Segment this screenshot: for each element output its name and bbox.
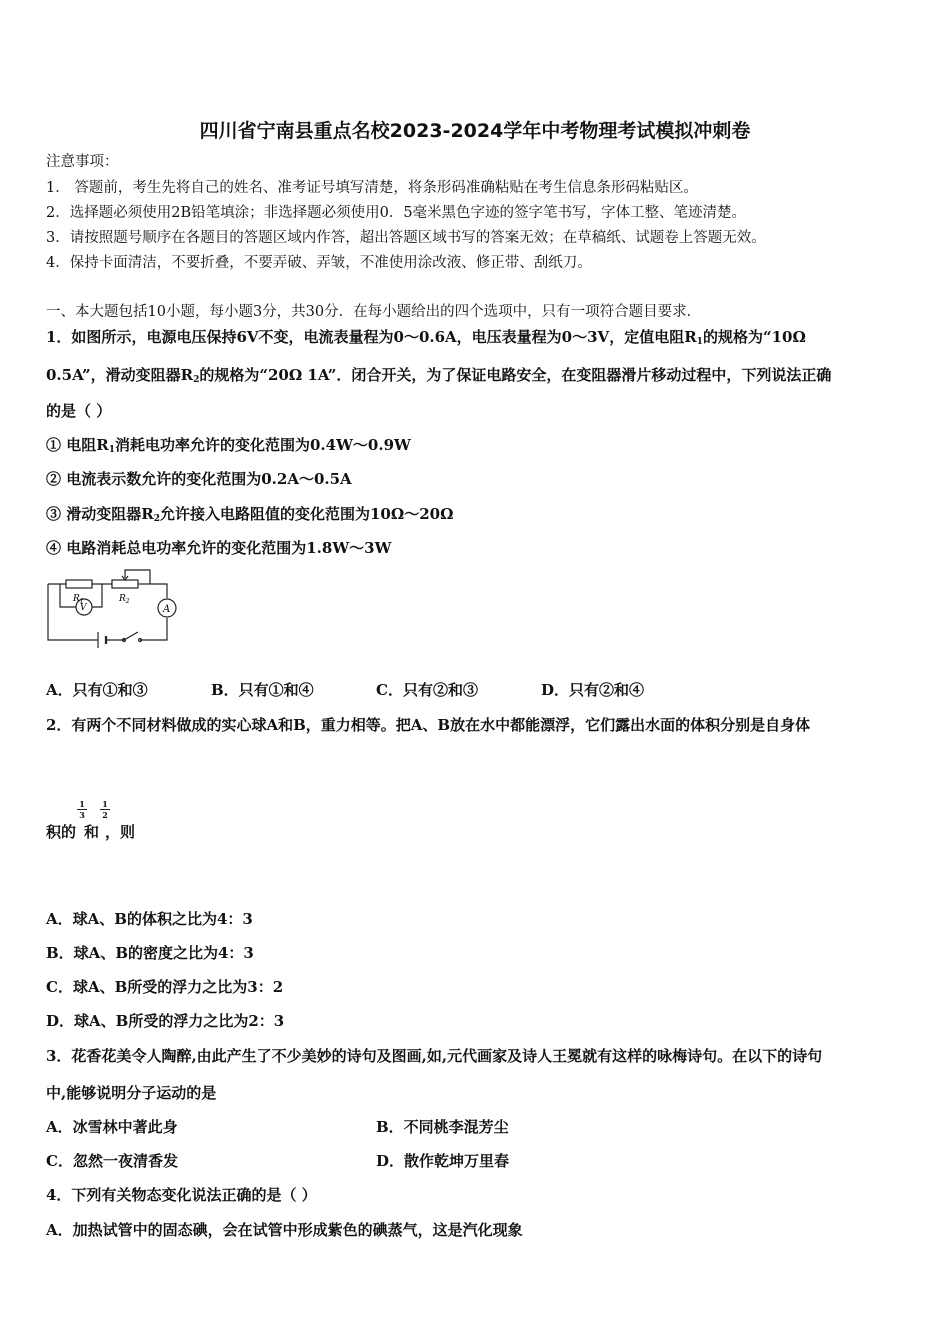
q2-option-c[interactable]: C．球A、B所受的浮力之比为3：2	[46, 978, 284, 996]
q3-line-2: 中,能够说明分子运动的是	[46, 1084, 217, 1102]
q1-statement-3: ③ 滑动变阻器$R_2$允许接入电路阻值的变化范围为10Ω～20Ω	[46, 505, 454, 524]
q3-option-d[interactable]: D．散作乾坤万里春	[376, 1152, 510, 1170]
circuit-diagram	[44, 566, 184, 650]
notice-item-2: 2．选择题必须使用2B铅笔填涂；非选择题必须使用0．5毫米黑色字迹的签字笔书写，字体工整、笔迹清楚。	[46, 205, 747, 221]
q2-option-a[interactable]: A．球A、B的体积之比为4：3	[46, 910, 253, 928]
q4-line-1: 4．下列有关物态变化说法正确的是（ ）	[46, 1186, 317, 1204]
voltmeter-label: V	[80, 603, 87, 613]
q4-option-a[interactable]: A．加热试管中的固态碘，会在试管中形成紫色的碘蒸气，这是汽化现象	[46, 1221, 523, 1239]
q1-line-1: 1．如图所示，电源电压保持6V不变，电流表量程为0～0.6A，电压表量程为0～3V，定值电阻$R_1$的规格为“10Ω	[46, 328, 806, 347]
notice-item-4: 4．保持卡面清洁，不要折叠，不要弄破、弄皱，不准使用涂改液、修正带、刮纸刀。	[46, 255, 592, 271]
q1-option-d[interactable]: D．只有②和④	[541, 681, 645, 699]
q2-line-2: 积的 和 ，则	[46, 823, 136, 841]
ammeter-label: A	[163, 604, 171, 615]
q1-option-a[interactable]: A．只有①和③	[46, 681, 148, 699]
q3-option-a[interactable]: A．冰雪林中著此身	[46, 1118, 178, 1136]
q1-statement-1: ① 电阻$R_1$消耗电功率允许的变化范围为0.4W～0.9W	[46, 436, 411, 455]
q1-statement-2: ② 电流表示数允许的变化范围为0.2A～0.5A	[46, 470, 352, 488]
r2-label: $R_2$	[119, 594, 130, 605]
notice-heading: 注意事项：	[46, 154, 119, 170]
notice-item-1: 1． 答题前，考生先将自己的姓名、准考证号填写清楚，将条形码准确粘贴在考生信息条形码粘贴区。	[46, 180, 698, 196]
q3-line-1: 3．花香花美令人陶醉,由此产生了不少美妙的诗句及图画,如,元代画家及诗人王冕就有这样的咏梅诗句。在以下的诗句	[46, 1047, 823, 1065]
page-title: 四川省宁南县重点名校2023-2024学年中考物理考试模拟冲刺卷	[199, 120, 751, 142]
r1-label: $R_1$	[73, 594, 84, 605]
q1-statement-4: ④ 电路消耗总电功率允许的变化范围为1.8W～3W	[46, 539, 392, 557]
q3-option-c[interactable]: C．忽然一夜清香发	[46, 1152, 178, 1170]
q2-line-1: 2．有两个不同材料做成的实心球A和B，重力相等。把A、B放在水中都能漂浮，它们露出水面的体积分别是自身体	[46, 716, 811, 734]
q3-option-b[interactable]: B．不同桃李混芳尘	[376, 1118, 509, 1136]
section-heading: 一、本大题包括10小题，每小题3分，共30分．在每小题给出的四个选项中，只有一项符合题目要求．	[46, 304, 702, 320]
q2-fraction-2: 1 2	[100, 800, 110, 819]
q2-option-d[interactable]: D．球A、B所受的浮力之比为2：3	[46, 1012, 285, 1030]
q1-line-2: 0.5A”，滑动变阻器$R_2$的规格为“20Ω 1A”．闭合开关，为了保证电路安全，在变阻器滑片移动过程中，下列说法正确	[46, 366, 832, 385]
q1-option-b[interactable]: B．只有①和④	[211, 681, 314, 699]
q1-option-c[interactable]: C．只有②和③	[376, 681, 478, 699]
q2-option-b[interactable]: B．球A、B的密度之比为4：3	[46, 944, 254, 962]
q1-line-3: 的是（ ）	[46, 402, 112, 420]
notice-item-3: 3．请按照题号顺序在各题目的答题区域内作答，超出答题区域书写的答案无效；在草稿纸、试题卷上答题无效。	[46, 230, 766, 246]
q2-fraction-1: 1 3	[77, 800, 87, 819]
